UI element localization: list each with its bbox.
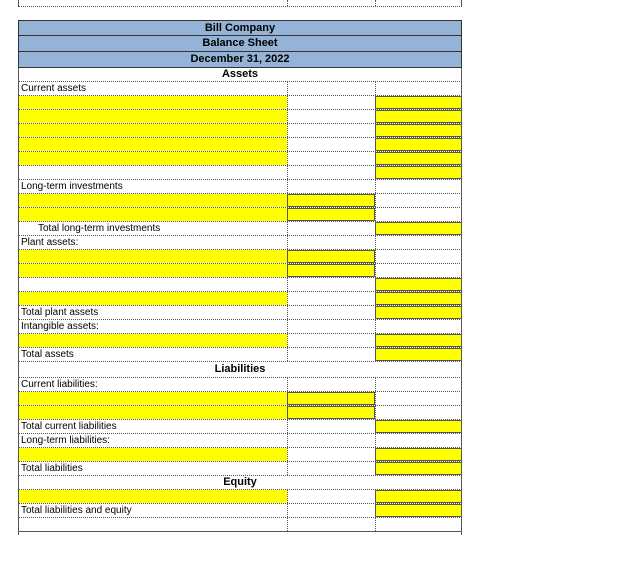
total-investments-row xyxy=(18,222,462,236)
plant-assets-label: Plant assets: xyxy=(21,237,79,248)
current-liability-amount-cell[interactable] xyxy=(287,392,375,405)
total-plant-assets-row xyxy=(18,306,462,320)
total-assets-row xyxy=(18,348,462,362)
current-asset-name-cell[interactable] xyxy=(18,124,287,137)
investment-amount-cell[interactable] xyxy=(287,194,375,207)
current-asset-input-row xyxy=(18,138,462,152)
plant-asset-subtotal-row xyxy=(18,278,462,292)
equity-input-row xyxy=(18,490,462,504)
bottom-row xyxy=(18,518,462,532)
plant-asset-input-row xyxy=(18,264,462,278)
total-liabilities-row xyxy=(18,462,462,476)
statement-date: December 31, 2022 xyxy=(18,52,462,68)
intangible-assets-label: Intangible assets: xyxy=(21,321,99,332)
current-asset-input-row xyxy=(18,96,462,110)
current-asset-name-cell[interactable] xyxy=(18,138,287,151)
current-liability-input-row xyxy=(18,406,462,420)
intangible-assets-row xyxy=(18,320,462,334)
long-term-liabilities-label: Long-term liabilities: xyxy=(21,435,110,446)
equity-name-cell[interactable] xyxy=(18,490,287,503)
total-liabilities-and-equity-cell[interactable] xyxy=(375,504,462,517)
total-current-liabilities-row xyxy=(18,420,462,434)
total-assets-label: Total assets xyxy=(21,349,74,360)
current-asset-amount-cell[interactable] xyxy=(375,110,462,123)
current-liability-name-cell[interactable] xyxy=(18,406,287,419)
current-asset-amount-cell[interactable] xyxy=(375,96,462,109)
current-liability-input-row xyxy=(18,392,462,406)
total-current-liabilities-label: Total current liabilities xyxy=(21,421,117,432)
current-asset-input-row xyxy=(18,110,462,124)
total-long-term-investments-label: Total long-term investments xyxy=(38,223,161,234)
intangible-asset-amount-cell[interactable] xyxy=(375,334,462,347)
plant-assets-row xyxy=(18,236,462,250)
current-liability-name-cell[interactable] xyxy=(18,392,287,405)
current-assets-row xyxy=(18,82,462,96)
total-liabilities-label: Total liabilities xyxy=(21,463,83,474)
investment-input-row xyxy=(18,208,462,222)
balance-sheet xyxy=(18,0,462,532)
equity-heading: Equity xyxy=(223,476,257,488)
plant-asset-name-cell[interactable] xyxy=(18,292,287,305)
total-plant-assets-label: Total plant assets xyxy=(21,307,99,318)
current-asset-amount-cell[interactable] xyxy=(375,138,462,151)
assets-heading-row xyxy=(18,68,462,82)
plant-asset-amount-cell[interactable] xyxy=(375,292,462,305)
plant-asset-amount-cell[interactable] xyxy=(287,264,375,277)
long-term-liability-amount-cell[interactable] xyxy=(375,448,462,461)
total-long-term-investments-cell[interactable] xyxy=(375,222,462,235)
long-term-liability-name-cell[interactable] xyxy=(18,448,287,461)
assets-heading: Assets xyxy=(221,68,259,80)
current-asset-amount-cell[interactable] xyxy=(375,124,462,137)
equity-heading-row xyxy=(18,476,462,490)
long-term-investments-row xyxy=(18,180,462,194)
current-liabilities-label: Current liabilities: xyxy=(21,379,98,390)
current-asset-total-row xyxy=(18,166,462,180)
current-asset-name-cell[interactable] xyxy=(18,152,287,165)
liabilities-heading: Liabilities xyxy=(214,363,266,375)
total-current-liabilities-cell[interactable] xyxy=(375,420,462,433)
total-plant-assets-cell[interactable] xyxy=(375,306,462,319)
investment-name-cell[interactable] xyxy=(18,194,287,207)
intangible-asset-name-cell[interactable] xyxy=(18,334,287,347)
current-assets-label: Current assets xyxy=(21,83,87,94)
total-current-assets-cell[interactable] xyxy=(375,166,462,179)
statement-title: Balance Sheet xyxy=(18,36,462,52)
current-asset-input-row xyxy=(18,152,462,166)
top-row xyxy=(18,0,462,7)
company-name: Bill Company xyxy=(18,20,462,36)
long-term-liability-input-row xyxy=(18,448,462,462)
equity-amount-cell[interactable] xyxy=(375,490,462,503)
liabilities-heading-row xyxy=(18,362,462,378)
current-asset-input-row xyxy=(18,124,462,138)
investment-amount-cell[interactable] xyxy=(287,208,375,221)
plant-asset-input-row xyxy=(18,292,462,306)
intangible-input-row xyxy=(18,334,462,348)
plant-asset-name-cell[interactable] xyxy=(18,264,287,277)
long-term-investments-label: Long-term investments xyxy=(21,181,123,192)
investment-name-cell[interactable] xyxy=(18,208,287,221)
current-asset-name-cell[interactable] xyxy=(18,96,287,109)
plant-asset-input-row xyxy=(18,250,462,264)
investment-input-row xyxy=(18,194,462,208)
total-assets-cell[interactable] xyxy=(375,348,462,361)
current-liabilities-row xyxy=(18,378,462,392)
current-liability-amount-cell[interactable] xyxy=(287,406,375,419)
plant-asset-amount-cell[interactable] xyxy=(287,250,375,263)
long-term-liabilities-row xyxy=(18,434,462,448)
total-liabilities-equity-row xyxy=(18,504,462,518)
current-asset-amount-cell[interactable] xyxy=(375,152,462,165)
total-liabilities-and-equity-label: Total liabilities and equity xyxy=(21,505,132,516)
plant-asset-subtotal-cell[interactable] xyxy=(375,278,462,291)
total-liabilities-cell[interactable] xyxy=(375,462,462,475)
plant-asset-name-cell[interactable] xyxy=(18,250,287,263)
current-asset-name-cell[interactable] xyxy=(18,110,287,123)
